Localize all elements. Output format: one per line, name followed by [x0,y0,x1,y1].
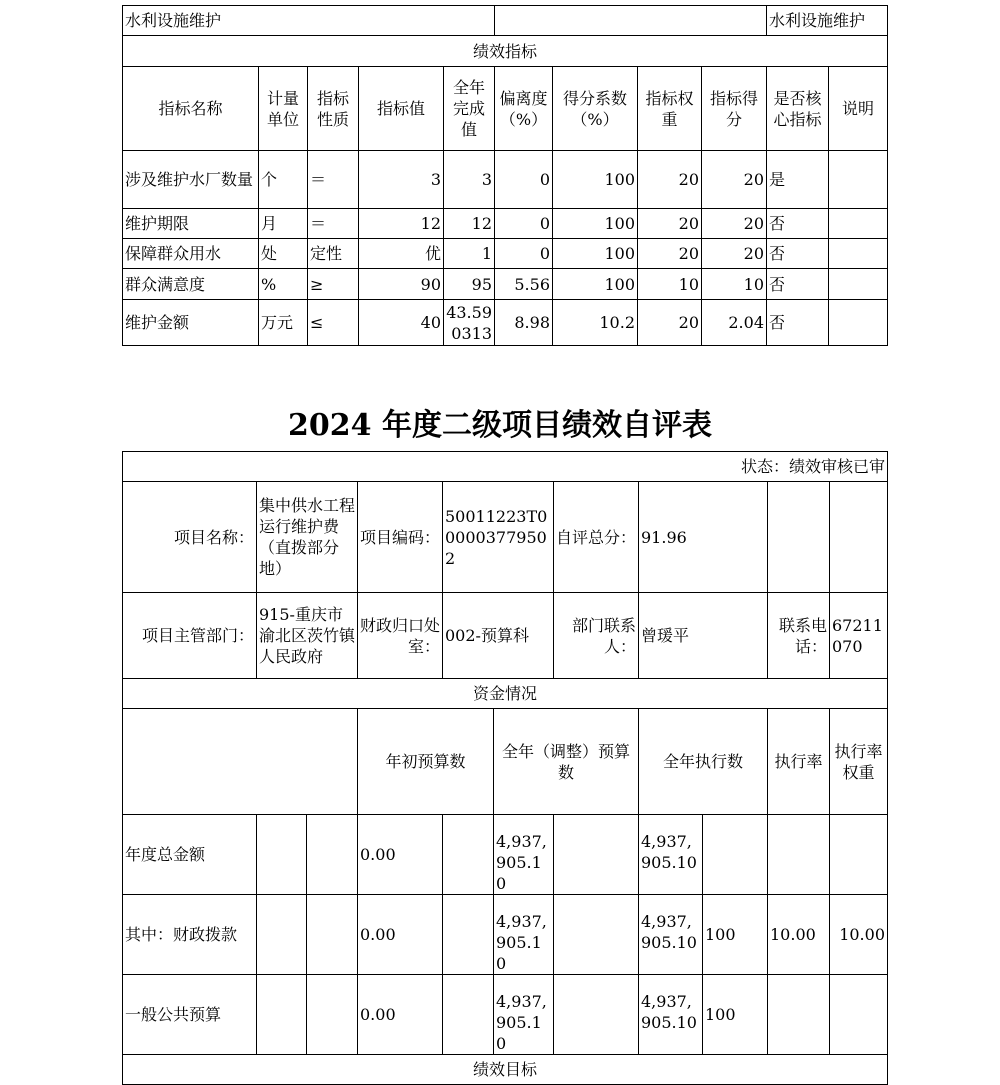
cell-core: 否 [767,239,829,269]
cell-weight: 20 [638,151,702,209]
table-row [123,300,888,346]
project-name-value: 集中供水工程运行维护费（直拨部分地） [257,482,358,593]
cell-target: 3 [359,151,444,209]
cell-adjusted-budget: 4,937,905.10 [494,815,554,895]
cell-execution: 4,937,905.10 [639,815,703,895]
cell-execution: 4,937,905.10 [639,975,703,1055]
page-title: 2024 年度二级项目绩效自评表 [288,408,712,443]
cell-deviation: 0 [495,209,553,239]
project-name-label: 项目名称： [123,482,257,593]
cell-execution-rate [703,815,768,895]
cell-rate-weight: 10.00 [768,895,830,975]
cell-execution-rate: 100 [703,975,768,1055]
cell-weight: 20 [638,300,702,346]
cell-score: 2.04 [702,300,767,346]
cell-deviation: 8.98 [495,300,553,346]
header-execution: 全年执行数 [639,709,768,815]
cell-indicator-name: 群众满意度 [123,269,259,300]
header-target-value: 指标值 [359,67,444,151]
cell-rate-score: 10.00 [830,895,888,975]
dept-label: 项目主管部门： [123,593,257,679]
cell-execution: 4,937,905.10 [639,895,703,975]
cell-weight: 20 [638,209,702,239]
cell-adjusted-budget: 4,937,905.10 [494,895,554,975]
contact-value: 曾瑗平 [639,593,768,679]
cell-coefficient: 100 [553,239,638,269]
cell-adjusted-budget: 4,937,905.10 [494,975,554,1055]
header-indicator-name: 指标名称 [123,67,259,151]
cell-unit: 月 [259,209,308,239]
cell-nature: ＝ [308,209,359,239]
header-initial-budget: 年初预算数 [358,709,494,815]
cell-nature: ≥ [308,269,359,300]
status-badge: 状态：绩效审核已审 [123,452,888,482]
cell-notes [829,269,888,300]
cell-indicator-name: 保障群众用水 [123,239,259,269]
cell-nature: ≤ [308,300,359,346]
cell-nature: ＝ [308,151,359,209]
section-header-performance-goal: 绩效目标 [123,1055,888,1085]
cell-actual: 95 [444,269,495,300]
project-code-value: 50011223T000003779502 [443,482,554,593]
cell-score: 20 [702,209,767,239]
header-rate-weight: 执行率权重 [830,709,888,815]
table-row [123,975,888,1055]
cell-score: 20 [702,239,767,269]
project-category-right: 水利设施维护 [767,6,888,36]
self-evaluation-table [122,451,888,1085]
header-execution-rate: 执行率 [768,709,830,815]
cell-fund-item: 年度总金额 [123,815,257,895]
cell-fund-item: 一般公共预算 [123,975,257,1055]
cell-coefficient: 100 [553,151,638,209]
phone-value: 67211070 [830,593,888,679]
cell-core: 否 [767,300,829,346]
table-row [123,815,888,895]
header-deviation: 偏离度（%） [495,67,553,151]
header-weight: 指标权重 [638,67,702,151]
cell-target: 12 [359,209,444,239]
dept-value: 915-重庆市渝北区茨竹镇人民政府 [257,593,358,679]
cell-coefficient: 100 [553,209,638,239]
cell-core: 是 [767,151,829,209]
cell-rate-weight [768,815,830,895]
cell-target: 90 [359,269,444,300]
header-nature: 指标性质 [308,67,359,151]
table-row [123,269,888,300]
section-header-funds: 资金情况 [123,679,888,709]
cell-weight: 10 [638,269,702,300]
cell-unit: % [259,269,308,300]
self-score-value: 91.96 [639,482,768,593]
cell-rate-score [830,815,888,895]
cell-actual: 1 [444,239,495,269]
performance-indicator-table [122,5,888,346]
cell-core: 否 [767,269,829,300]
cell-score: 10 [702,269,767,300]
cell-target: 40 [359,300,444,346]
cell-deviation: 0 [495,239,553,269]
finance-value: 002-预算科 [443,593,554,679]
cell-coefficient: 10.2 [553,300,638,346]
section-header-performance-indicators: 绩效指标 [123,36,888,67]
table-row [123,239,888,269]
cell-unit: 个 [259,151,308,209]
table-row [123,895,888,975]
table-row [123,209,888,239]
cell-notes [829,239,888,269]
table-row [123,151,888,209]
cell-notes [829,209,888,239]
phone-label: 联系电话： [768,593,830,679]
cell-initial-budget: 0.00 [358,895,443,975]
project-code-label: 项目编码： [358,482,443,593]
cell-weight: 20 [638,239,702,269]
cell-initial-budget: 0.00 [358,975,443,1055]
cell-indicator-name: 维护金额 [123,300,259,346]
self-score-label: 自评总分： [554,482,639,593]
cell-deviation: 5.56 [495,269,553,300]
cell-core: 否 [767,209,829,239]
header-actual-value: 全年完成值 [444,67,495,151]
cell-notes [829,151,888,209]
cell-indicator-name: 涉及维护水厂数量 [123,151,259,209]
header-adjusted-budget: 全年（调整）预算数 [494,709,639,815]
cell-fund-item: 其中：财政拨款 [123,895,257,975]
cell-unit: 处 [259,239,308,269]
cell-deviation: 0 [495,151,553,209]
header-score-coefficient: 得分系数（%） [553,67,638,151]
cell-actual: 3 [444,151,495,209]
cell-initial-budget: 0.00 [358,815,443,895]
cell-rate-score [830,975,888,1055]
cell-rate-weight [768,975,830,1055]
cell-indicator-name: 维护期限 [123,209,259,239]
cell-coefficient: 100 [553,269,638,300]
cell-nature: 定性 [308,239,359,269]
cell-actual: 43.590313 [444,300,495,346]
cell-execution-rate: 100 [703,895,768,975]
header-score: 指标得分 [702,67,767,151]
cell-score: 20 [702,151,767,209]
header-notes: 说明 [829,67,888,151]
contact-label: 部门联系人： [554,593,639,679]
cell-unit: 万元 [259,300,308,346]
cell-actual: 12 [444,209,495,239]
finance-label: 财政归口处室： [358,593,443,679]
cell-notes [829,300,888,346]
header-core-indicator: 是否核心指标 [767,67,829,151]
project-category-left: 水利设施维护 [123,6,495,36]
header-unit: 计量单位 [259,67,308,151]
cell-target: 优 [359,239,444,269]
